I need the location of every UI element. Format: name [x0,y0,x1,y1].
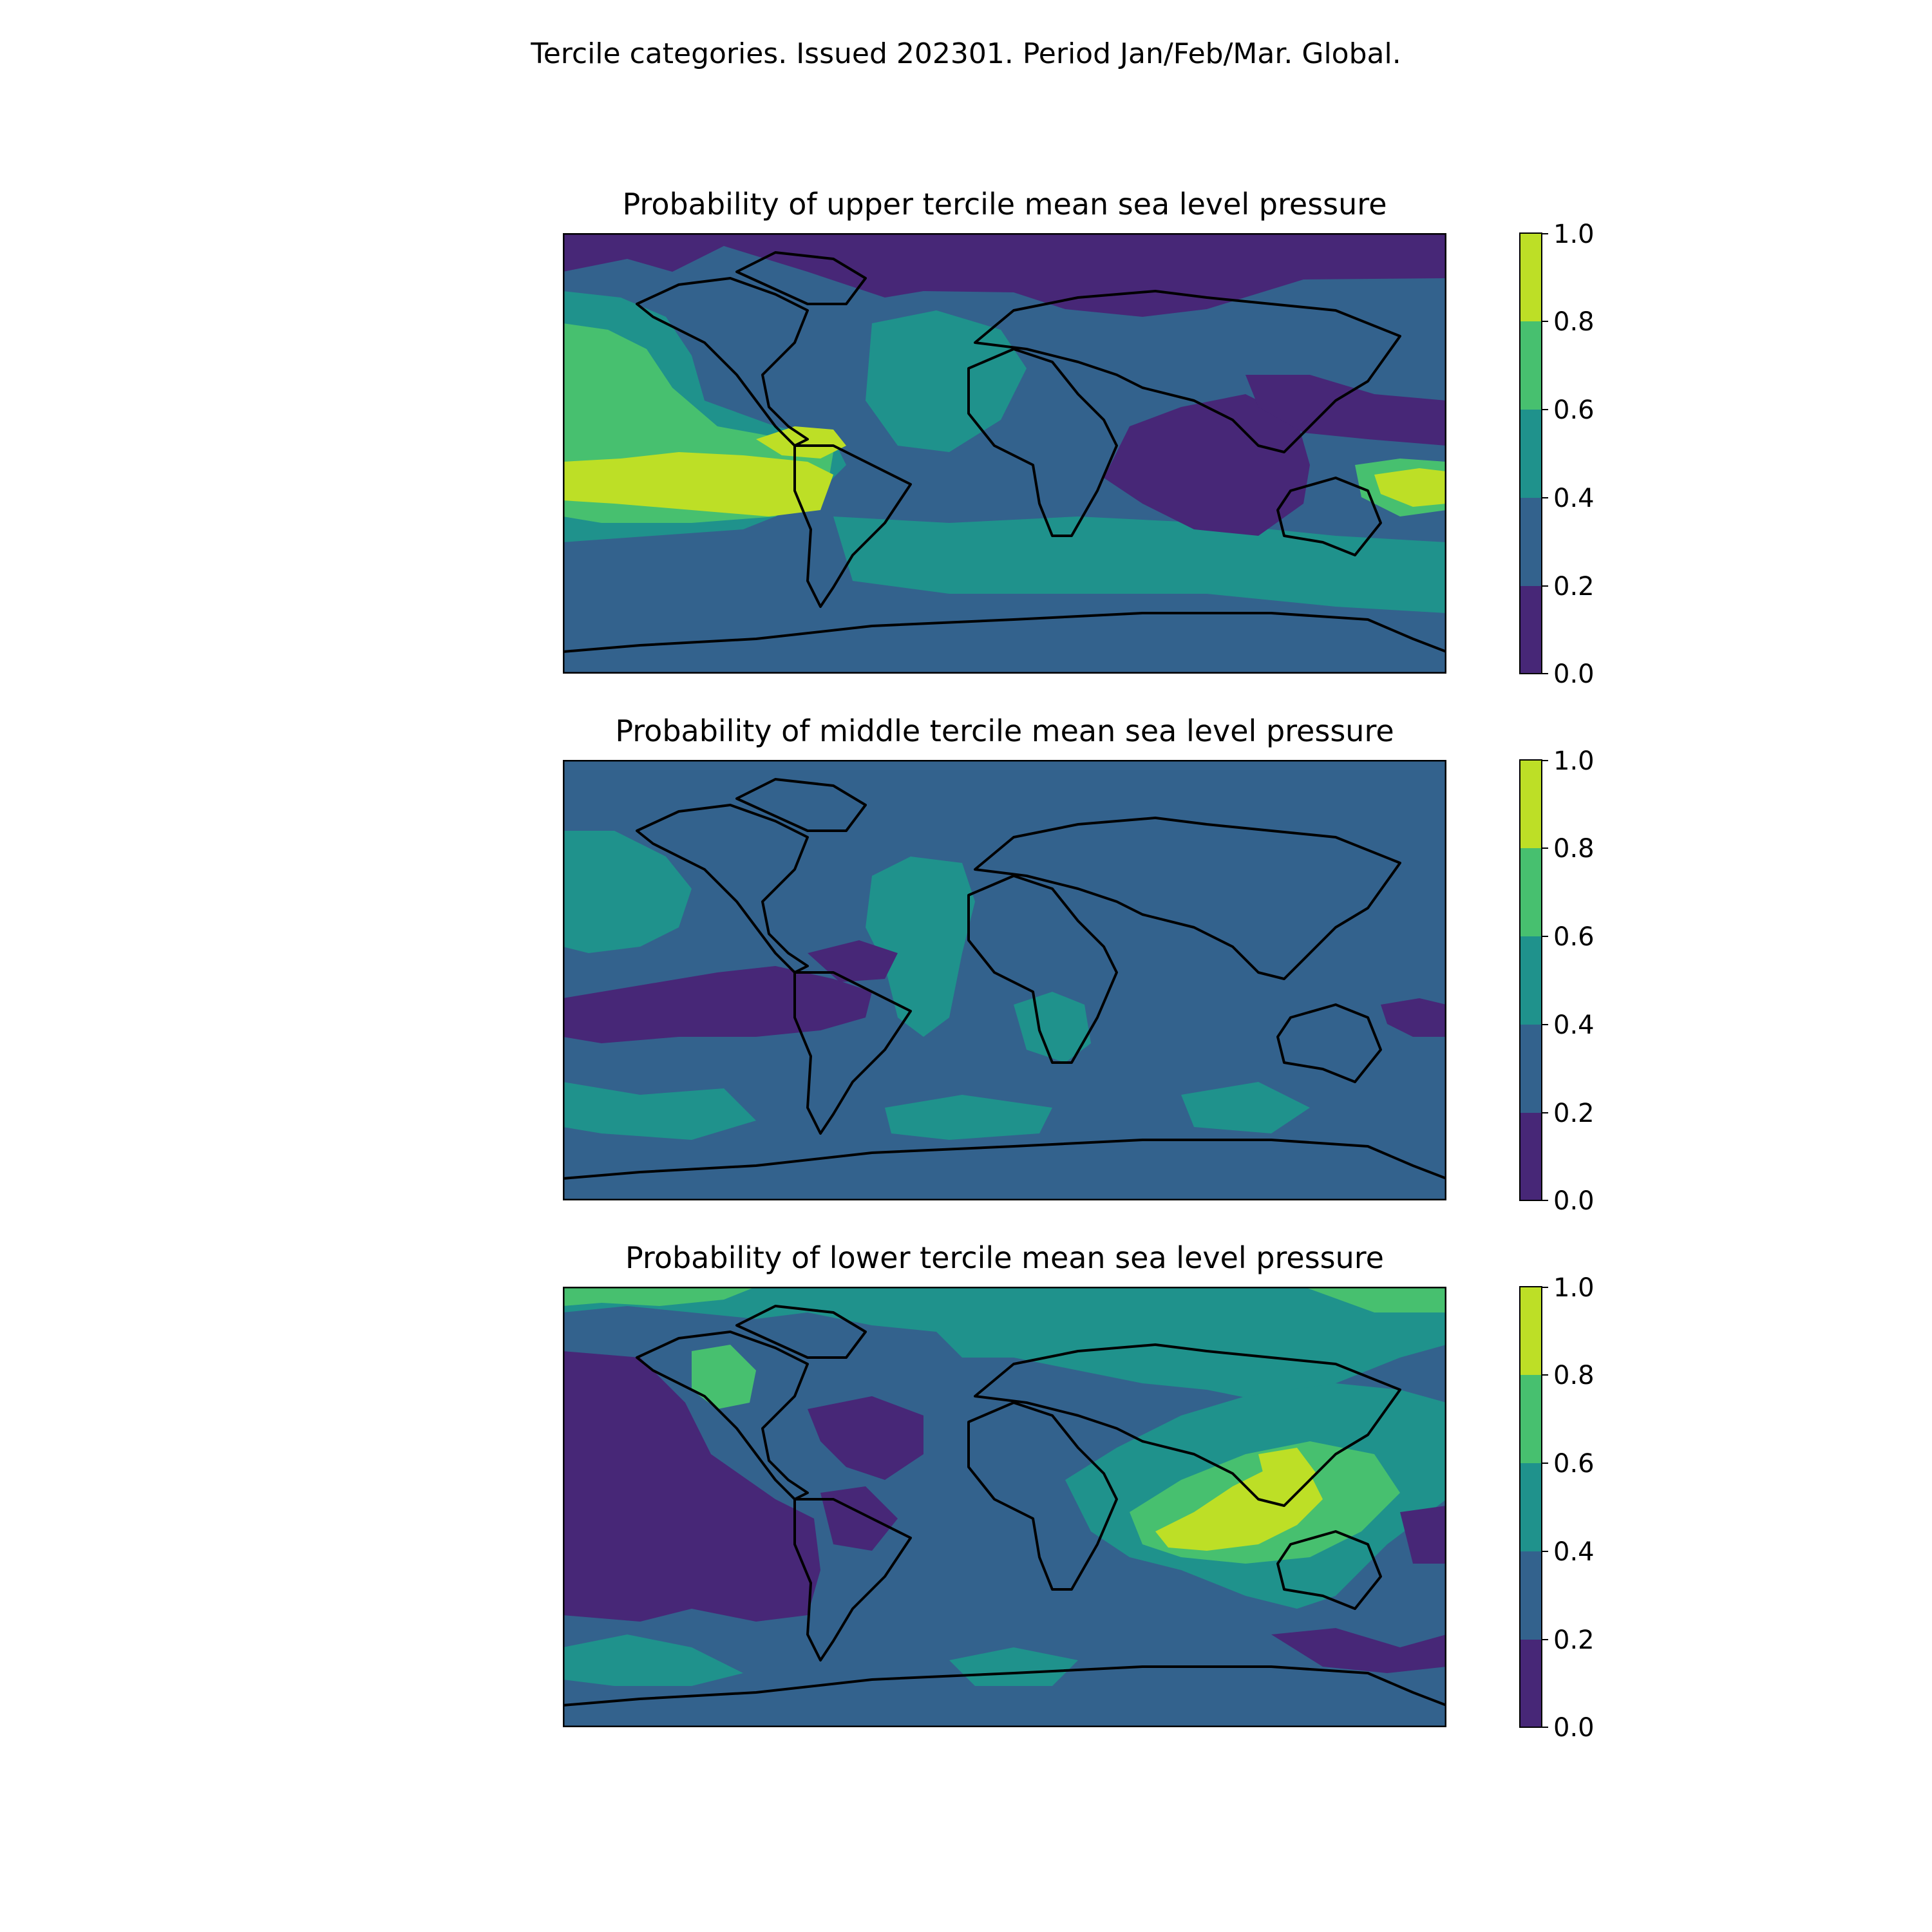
colorbar-tick-label: 0.8 [1553,1361,1595,1390]
colorbar-tick-label: 0.2 [1553,1625,1595,1655]
colorbar-band-2 [1520,1463,1542,1551]
colorbar-band-4 [1520,1287,1542,1375]
map-lower [563,1287,1446,1727]
colorbar-tick-label: 0.6 [1553,1449,1595,1479]
panel-title-middle: Probability of middle tercile mean sea level pressure [615,714,1394,748]
panel-title-upper: Probability of upper tercile mean sea level pressure [622,187,1387,222]
colorbar-ticks [1542,1287,1548,1727]
colorbar-tick-label: 1.0 [1553,1273,1595,1303]
colorbar-lower [1520,1273,1649,1763]
colorbar-tick-label: 0.6 [1553,395,1595,425]
colorbar-tick-label: 1.0 [1553,220,1595,249]
colorbar-tick-label: 0.8 [1553,834,1595,864]
colorbar-tick-label: 0.4 [1553,1010,1595,1040]
colorbar-tick-label: 0.2 [1553,572,1595,601]
colorbar-band-1 [1520,1551,1542,1640]
colorbar-tick-label: 0.4 [1553,484,1595,513]
colorbar-tick-label: 0.6 [1553,922,1595,952]
colorbar-tick-label: 0.4 [1553,1537,1595,1567]
colorbar-tick-label: 0.0 [1553,1713,1595,1743]
figure-title: Tercile categories. Issued 202301. Period Jan/Feb/Mar. Global. [531,37,1401,70]
colorbar-tick-label: 0.2 [1553,1099,1595,1128]
colorbar-band-3 [1520,1375,1542,1463]
colorbar-tick-label: 0.0 [1553,659,1595,689]
colorbar-tick-label: 0.0 [1553,1186,1595,1216]
colorbar-band-0 [1520,1640,1542,1727]
panel-title-lower: Probability of lower tercile mean sea level pressure [625,1240,1384,1275]
colorbar-tick-label: 0.8 [1553,307,1595,337]
colorbar-tick-label: 1.0 [1553,746,1595,776]
